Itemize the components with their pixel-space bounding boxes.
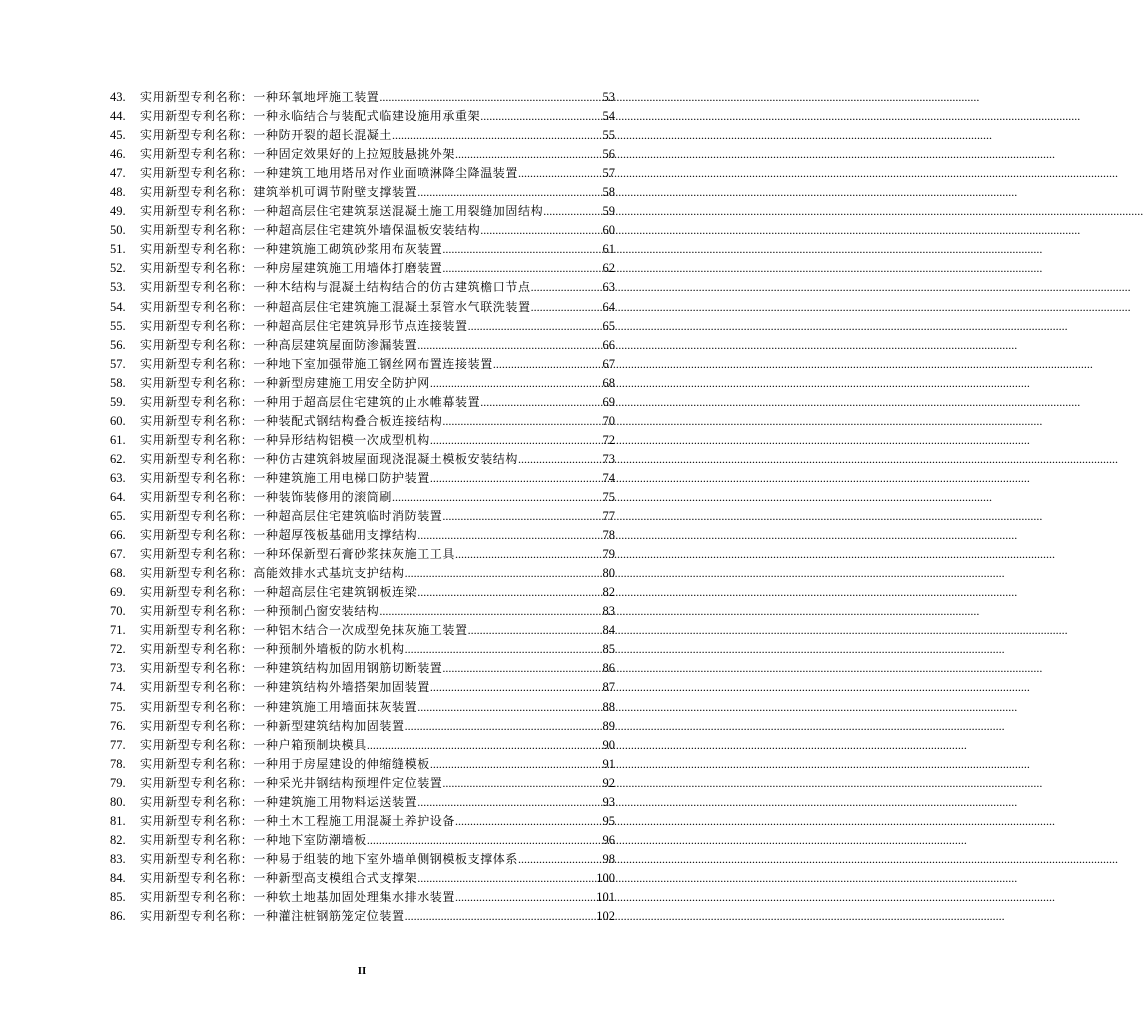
toc-entry-title: 实用新型专利名称：一种用于超高层住宅建筑的止水帷幕装置 [140, 394, 481, 409]
toc-entry-number: 64. [110, 489, 126, 504]
toc-entry-number: 77. [110, 737, 126, 752]
toc-dot-leader [518, 450, 602, 469]
toc-dot-leader [442, 412, 602, 431]
toc-entry-page: 93 [602, 794, 615, 809]
toc-dot-leader [442, 240, 602, 259]
toc-dot-leader [480, 221, 602, 240]
toc-entry-title: 实用新型专利名称：一种超厚筏板基础用支撑结构 [140, 528, 418, 543]
toc-entry-page: 73 [602, 451, 615, 466]
toc-entry-title: 实用新型专利名称：一种固定效果好的上拉短肢悬挑外架 [140, 147, 456, 162]
toc-entry[interactable] [110, 545, 615, 564]
toc-entry[interactable] [110, 717, 615, 736]
toc-dot-leader [405, 907, 597, 926]
toc-entry-page: 68 [602, 375, 615, 390]
toc-entry-page: 102 [596, 909, 615, 924]
toc-dot-leader [405, 717, 603, 736]
toc-dot-leader [417, 526, 602, 545]
toc-entry[interactable] [110, 793, 615, 812]
toc-entry-number: 70. [110, 604, 126, 619]
toc-entry[interactable] [110, 621, 615, 640]
toc-entry-page: 61 [602, 242, 615, 257]
toc-entry-page: 70 [602, 413, 615, 428]
toc-entry-title: 实用新型专利名称：一种地下室防潮墙板 [140, 832, 367, 847]
toc-dot-leader [518, 164, 602, 183]
toc-entry[interactable] [110, 469, 615, 488]
toc-entry-title: 实用新型专利名称：建筑举机可调节附壁支撑装置 [140, 185, 418, 200]
toc-entry-number: 79. [110, 775, 126, 790]
toc-entry-page: 65 [602, 318, 615, 333]
toc-entry-page: 91 [602, 756, 615, 771]
toc-entry-number: 72. [110, 642, 126, 657]
toc-entry-page: 79 [602, 547, 615, 562]
toc-dot-leader [455, 812, 602, 831]
toc-entry-title: 实用新型专利名称：一种永临结合与装配式临建设施用承重架 [140, 109, 481, 124]
toc-entry-title: 实用新型专利名称：一种建筑施工用物料运送装置 [140, 794, 418, 809]
toc-entry[interactable] [110, 888, 615, 907]
table-of-contents [110, 88, 615, 926]
toc-entry-page: 86 [602, 661, 615, 676]
toc-entry[interactable] [110, 202, 615, 221]
toc-entry-number: 54. [110, 299, 126, 314]
toc-entry-number: 80. [110, 794, 126, 809]
toc-entry-number: 73. [110, 661, 126, 676]
toc-entry[interactable] [110, 431, 615, 450]
toc-entry-page: 75 [602, 489, 615, 504]
toc-entry-title: 实用新型专利名称：一种新型高支模组合式支撑架 [140, 870, 418, 885]
toc-entry[interactable] [110, 698, 615, 717]
toc-entry[interactable] [110, 317, 615, 336]
toc-entry-title: 实用新型专利名称：一种环保新型石膏砂浆抹灰施工工具 [140, 547, 456, 562]
toc-dot-leader [430, 431, 603, 450]
toc-dot-leader [531, 298, 603, 317]
toc-entry-title: 实用新型专利名称：一种超高层住宅建筑外墙保温板安装结构 [140, 223, 481, 238]
toc-dot-leader [417, 869, 596, 888]
toc-entry[interactable] [110, 240, 615, 259]
toc-entry-title: 实用新型专利名称：一种防开裂的超长混凝土 [140, 128, 393, 143]
toc-entry[interactable] [110, 126, 615, 145]
toc-entry-number: 56. [110, 337, 126, 352]
toc-dot-leader [468, 317, 603, 336]
toc-dot-leader [392, 488, 602, 507]
toc-entry[interactable] [110, 564, 615, 583]
toc-dot-leader [367, 831, 603, 850]
toc-entry-title: 实用新型专利名称：一种建筑工地用塔吊对作业面喷淋降尘降温装置 [140, 166, 519, 181]
toc-entry-number: 78. [110, 756, 126, 771]
toc-entry[interactable] [110, 259, 615, 278]
toc-entry-title: 实用新型专利名称：一种地下室加强带施工钢丝网布置连接装置 [140, 356, 493, 371]
toc-dot-leader [442, 659, 602, 678]
toc-entry-number: 75. [110, 699, 126, 714]
toc-entry[interactable] [110, 336, 615, 355]
toc-entry-number: 55. [110, 318, 126, 333]
toc-entry-title: 实用新型专利名称：一种采光井钢结构预埋件定位装置 [140, 775, 443, 790]
toc-dot-leader [480, 107, 602, 126]
toc-entry[interactable] [110, 659, 615, 678]
toc-entry-number: 82. [110, 832, 126, 847]
toc-dot-leader [543, 202, 602, 221]
toc-dot-leader [367, 736, 603, 755]
toc-entry[interactable] [110, 374, 615, 393]
toc-entry-title: 实用新型专利名称：一种超高层住宅建筑异形节点连接装置 [140, 318, 468, 333]
toc-entry-title: 实用新型专利名称：一种装配式钢结构叠合板连接结构 [140, 413, 443, 428]
toc-entry-number: 50. [110, 223, 126, 238]
toc-entry-page: 95 [602, 813, 615, 828]
toc-entry[interactable] [110, 774, 615, 793]
toc-entry[interactable] [110, 221, 615, 240]
toc-entry-number: 61. [110, 432, 126, 447]
toc-dot-leader [430, 755, 603, 774]
toc-entry-page: 80 [602, 566, 615, 581]
toc-entry-page: 87 [602, 680, 615, 695]
toc-entry-number: 49. [110, 204, 126, 219]
toc-entry-title: 实用新型专利名称：一种新型建筑结构加固装置 [140, 718, 405, 733]
toc-entry[interactable] [110, 278, 615, 297]
toc-entry-page: 98 [602, 851, 615, 866]
toc-entry-number: 47. [110, 166, 126, 181]
toc-entry-page: 89 [602, 718, 615, 733]
toc-entry[interactable] [110, 393, 615, 412]
toc-entry-title: 实用新型专利名称：一种木结构与混凝土结构结合的仿古建筑檐口节点 [140, 280, 531, 295]
toc-entry-number: 67. [110, 547, 126, 562]
toc-entry-page: 67 [602, 356, 615, 371]
toc-dot-leader [405, 564, 603, 583]
toc-entry-title: 实用新型专利名称：高能效排水式基坑支护结构 [140, 566, 405, 581]
toc-entry-page: 69 [602, 394, 615, 409]
toc-entry-title: 实用新型专利名称：一种超高层住宅建筑临时消防装置 [140, 509, 443, 524]
toc-entry-page: 57 [602, 166, 615, 181]
toc-entry-number: 74. [110, 680, 126, 695]
toc-entry-number: 48. [110, 185, 126, 200]
toc-dot-leader [455, 545, 602, 564]
toc-entry-title: 实用新型专利名称：一种房屋建筑施工用墙体打磨装置 [140, 261, 443, 276]
toc-entry-number: 76. [110, 718, 126, 733]
toc-entry-title: 实用新型专利名称：一种户箱预制块模具 [140, 737, 367, 752]
toc-entry-title: 实用新型专利名称：一种异形结构铝模一次成型机构 [140, 432, 430, 447]
toc-dot-leader [430, 374, 603, 393]
toc-entry[interactable] [110, 450, 615, 469]
toc-entry-page: 101 [596, 889, 615, 904]
toc-entry-page: 53 [602, 90, 615, 104]
toc-entry[interactable] [110, 812, 615, 831]
toc-entry-number: 59. [110, 394, 126, 409]
toc-dot-leader [417, 698, 602, 717]
toc-entry-number: 85. [110, 889, 126, 904]
toc-entry-page: 82 [602, 585, 615, 600]
toc-dot-leader [392, 126, 602, 145]
toc-entry[interactable] [110, 640, 615, 659]
toc-entry-title: 实用新型专利名称：一种超高层住宅建筑钢板连梁 [140, 585, 418, 600]
toc-entry-number: 63. [110, 470, 126, 485]
toc-dot-leader [379, 602, 602, 621]
toc-entry-page: 58 [602, 185, 615, 200]
toc-entry[interactable] [110, 736, 615, 755]
toc-entry-page: 56 [602, 147, 615, 162]
toc-dot-leader [442, 507, 602, 526]
toc-dot-leader [480, 393, 602, 412]
toc-entry[interactable] [110, 355, 615, 374]
toc-entry-title: 实用新型专利名称：一种铝木结合一次成型免抹灰施工装置 [140, 623, 468, 638]
toc-entry-page: 60 [602, 223, 615, 238]
toc-entry-number: 81. [110, 813, 126, 828]
toc-entry-number: 46. [110, 147, 126, 162]
toc-entry-page: 84 [602, 623, 615, 638]
toc-entry-page: 62 [602, 261, 615, 276]
toc-dot-leader [417, 793, 602, 812]
toc-entry-title: 实用新型专利名称：一种高层建筑屋面防渗漏装置 [140, 337, 418, 352]
toc-entry-title: 实用新型专利名称：一种灌注桩钢筋笼定位装置 [140, 909, 405, 924]
toc-entry-number: 68. [110, 566, 126, 581]
toc-dot-leader [518, 850, 602, 869]
toc-entry[interactable] [110, 907, 615, 926]
toc-entry-title: 实用新型专利名称：一种环氧地坪施工装置 [140, 90, 380, 104]
toc-entry-number: 66. [110, 528, 126, 543]
toc-entry-title: 实用新型专利名称：一种仿古建筑斜坡屋面现浇混凝土模板安装结构 [140, 451, 519, 466]
toc-entry-number: 51. [110, 242, 126, 257]
toc-entry[interactable] [110, 412, 615, 431]
toc-entry-title: 实用新型专利名称：一种用于房屋建设的伸缩缝模板 [140, 756, 430, 771]
toc-entry-title: 实用新型专利名称：一种超高层住宅建筑施工混凝土泵管水气联洗装置 [140, 299, 531, 314]
toc-entry-page: 92 [602, 775, 615, 790]
toc-entry-page: 54 [602, 109, 615, 124]
toc-dot-leader [493, 355, 603, 374]
toc-entry[interactable] [110, 145, 615, 164]
toc-entry-title: 实用新型专利名称：一种土木工程施工用混凝土养护设备 [140, 813, 456, 828]
toc-entry[interactable] [110, 850, 615, 869]
toc-entry-number: 71. [110, 623, 126, 638]
toc-dot-leader [417, 583, 602, 602]
toc-entry[interactable] [110, 583, 615, 602]
toc-entry-number: 45. [110, 128, 126, 143]
toc-entry-page: 78 [602, 528, 615, 543]
toc-entry-number: 62. [110, 451, 126, 466]
toc-entry[interactable] [110, 183, 615, 202]
toc-entry-number: 65. [110, 509, 126, 524]
toc-entry[interactable] [110, 526, 615, 545]
toc-entry-page: 72 [602, 432, 615, 447]
toc-entry-number: 60. [110, 413, 126, 428]
toc-entry-number: 69. [110, 585, 126, 600]
toc-entry-title: 实用新型专利名称：一种建筑结构外墙搭架加固装置 [140, 680, 430, 695]
toc-entry-number: 43. [110, 90, 126, 104]
toc-entry-page: 64 [602, 299, 615, 314]
toc-entry[interactable] [110, 298, 615, 317]
toc-entry-title: 实用新型专利名称：一种易于组装的地下室外墙单侧钢模板支撑体系 [140, 851, 519, 866]
toc-entry-number: 86. [110, 909, 126, 924]
toc-dot-leader [455, 145, 602, 164]
toc-entry-title: 实用新型专利名称：一种预制外墙板的防水机构 [140, 642, 405, 657]
toc-dot-leader [379, 88, 602, 107]
toc-entry-number: 53. [110, 280, 126, 295]
toc-entry-page: 59 [602, 204, 615, 219]
toc-entry[interactable] [110, 488, 615, 507]
toc-entry-page: 63 [602, 280, 615, 295]
toc-entry[interactable] [110, 831, 615, 850]
toc-entry-page: 55 [602, 128, 615, 143]
toc-dot-leader [442, 259, 602, 278]
toc-entry-number: 44. [110, 109, 126, 124]
toc-dot-leader [430, 678, 603, 697]
toc-entry[interactable] [110, 88, 615, 107]
toc-entry-title: 实用新型专利名称：一种建筑施工用电梯口防护装置 [140, 470, 430, 485]
toc-entry-title: 实用新型专利名称：一种预制凸窗安装结构 [140, 604, 380, 619]
toc-entry-title: 实用新型专利名称：一种建筑结构加固用钢筋切断装置 [140, 661, 443, 676]
toc-entry-title: 实用新型专利名称：一种新型房建施工用安全防护网 [140, 375, 430, 390]
toc-entry-number: 84. [110, 870, 126, 885]
toc-dot-leader [455, 888, 596, 907]
toc-entry[interactable] [110, 678, 615, 697]
page-number: II [357, 965, 367, 977]
toc-entry[interactable] [110, 107, 615, 126]
toc-entry-page: 77 [602, 509, 615, 524]
toc-entry-page: 88 [602, 699, 615, 714]
toc-entry[interactable] [110, 755, 615, 774]
toc-entry-page: 85 [602, 642, 615, 657]
toc-entry-page: 96 [602, 832, 615, 847]
toc-entry-number: 83. [110, 851, 126, 866]
toc-dot-leader [468, 621, 603, 640]
toc-entry[interactable] [110, 164, 615, 183]
toc-entry[interactable] [110, 869, 615, 888]
toc-entry-number: 58. [110, 375, 126, 390]
toc-dot-leader [430, 469, 603, 488]
toc-dot-leader [531, 278, 603, 297]
toc-entry-page: 83 [602, 604, 615, 619]
toc-entry-page: 90 [602, 737, 615, 752]
toc-entry-number: 57. [110, 356, 126, 371]
toc-entry[interactable] [110, 507, 615, 526]
toc-entry-title: 实用新型专利名称：一种建筑施工用墙面抹灰装置 [140, 699, 418, 714]
toc-entry-page: 66 [602, 337, 615, 352]
toc-dot-leader [405, 640, 603, 659]
toc-entry-page: 100 [596, 870, 615, 885]
toc-entry-title: 实用新型专利名称：一种软土地基加固处理集水排水装置 [140, 889, 456, 904]
toc-dot-leader [417, 336, 602, 355]
toc-entry-title: 实用新型专利名称：一种超高层住宅建筑泵送混凝土施工用裂缝加固结构 [140, 204, 544, 219]
toc-entry-title: 实用新型专利名称：一种装饰装修用的滚筒刷 [140, 489, 393, 504]
toc-entry-page: 74 [602, 470, 615, 485]
toc-dot-leader [442, 774, 602, 793]
toc-entry-number: 52. [110, 261, 126, 276]
toc-entry[interactable] [110, 602, 615, 621]
toc-entry-title: 实用新型专利名称：一种建筑施工砌筑砂浆用布灰装置 [140, 242, 443, 257]
toc-dot-leader [417, 183, 602, 202]
